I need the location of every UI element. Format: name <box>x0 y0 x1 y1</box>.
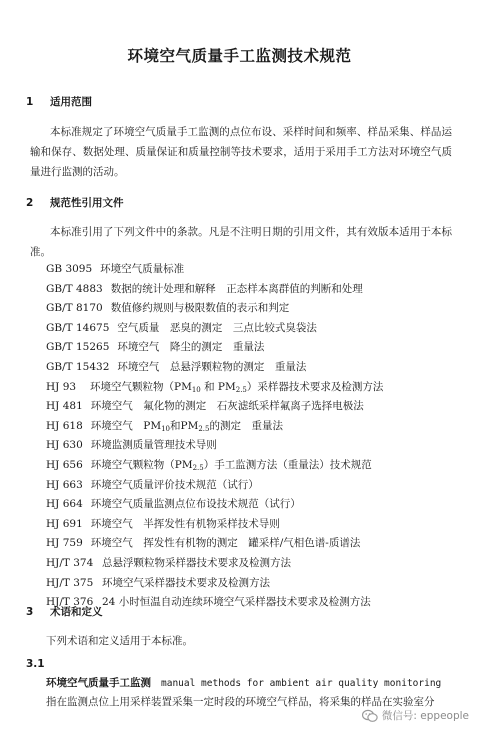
reference-title: 环境空气质量标准 <box>100 263 185 275</box>
reference-code: GB/T 8170 <box>46 302 103 315</box>
reference-code: HJ 759 <box>46 537 83 550</box>
wechat-icon <box>362 709 378 723</box>
reference-item <box>46 554 383 574</box>
reference-title: 环境空气采样器技术要求及检测方法 <box>102 576 270 589</box>
reference-title: 环境空气质量监测点位布设技术规范（试行） <box>90 498 301 511</box>
reference-item <box>46 378 383 398</box>
reference-code: HJ 630 <box>46 439 83 452</box>
reference-item <box>46 358 383 378</box>
reference-code: HJ/T 375 <box>46 576 94 589</box>
reference-title: 环境空气 氟化物的测定 石灰滤纸采样氟离子选择电极法 <box>90 400 364 413</box>
term-entry <box>46 675 441 690</box>
reference-item <box>46 260 383 280</box>
section-2-heading <box>26 195 124 210</box>
reference-item <box>46 436 383 456</box>
reference-code: GB/T 15432 <box>46 360 110 373</box>
section-2-text: 本标准引用了下列文件中的条款。凡是不注明日期的引用文件，其有效版本适用于本标准。 <box>30 226 452 258</box>
reference-code: GB 3095 <box>46 263 93 275</box>
section-1-number: 1 <box>26 96 34 108</box>
section-3-number: 3 <box>26 606 34 618</box>
reference-title: 环境空气颗粒物（$PM_{10}$ 和 $PM_{2.5}$）采样器技术要求及检测方法 <box>90 380 384 394</box>
reference-item <box>46 299 383 319</box>
term-chinese: 环境空气质量手工监测 <box>46 677 151 689</box>
section-2-title: 规范性引用文件 <box>50 197 124 209</box>
reference-code: HJ 618 <box>46 419 83 432</box>
reference-code: HJ/T 376 <box>46 596 94 609</box>
reference-code: HJ 481 <box>46 400 83 413</box>
reference-title: 环境空气质量评价技术规范（试行） <box>90 478 259 491</box>
reference-item <box>46 534 383 554</box>
reference-title: 环境空气 挥发性有机物的测定 罐采样/气相色谱-质谱法 <box>90 537 361 550</box>
document-title: 环境空气质量手工监测技术规范 <box>127 47 352 65</box>
reference-title: 总悬浮颗粒物采样器技术要求及检测方法 <box>102 556 291 569</box>
section-3-heading <box>26 604 103 619</box>
reference-list <box>46 260 383 613</box>
reference-item <box>46 456 383 476</box>
section-3-title: 术语和定义 <box>50 606 103 618</box>
section-1-text: 本标准规定了环境空气质量手工监测的点位布设、采样时间和频率、样品采集、样品运输和保存、数据处理、质量保证和质量控制等技术要求，适用于采用手工方法对环境空气质量进行监测的活动。 <box>30 126 452 178</box>
reference-title: 环境空气颗粒物$(PM_{2.5})$手工监测方法（重量法）技术规范 <box>90 458 372 472</box>
reference-code: HJ/T 374 <box>46 556 94 569</box>
reference-code: HJ 93 <box>46 380 77 393</box>
reference-item <box>46 280 383 300</box>
reference-title: 环境监测质量管理技术导则 <box>90 439 217 452</box>
reference-title: 24 小时恒温自动连续环境空气采样器技术要求及检测方法 <box>102 596 371 609</box>
reference-title: 环境空气 降尘的测定 重量法 <box>117 341 265 354</box>
reference-title: 数据的统计处理和解释 正态样本离群值的判断和处理 <box>110 282 363 295</box>
reference-title: 数值修约规则与极限数值的表示和判定 <box>110 302 290 315</box>
reference-code: HJ 664 <box>46 498 83 511</box>
reference-code: HJ 663 <box>46 478 83 491</box>
reference-item <box>46 495 383 515</box>
term-definition: 指在监测点位上用采样装置采集一定时段的环境空气样品，将采集的样品在实验室分 <box>46 696 435 708</box>
reference-item <box>46 515 383 535</box>
reference-item <box>46 338 383 358</box>
subsection-3-1-number: 3.1 <box>26 658 45 670</box>
reference-item <box>46 319 383 339</box>
reference-code: HJ 691 <box>46 517 83 530</box>
reference-title: 环境空气 总悬浮颗粒物的测定 重量法 <box>117 360 307 373</box>
reference-title: 环境空气 $PM_{10}$和$PM_{2.5}$的测定 重量法 <box>90 419 283 433</box>
reference-code: GB/T 4883 <box>46 282 103 295</box>
section-2-number: 2 <box>26 197 34 209</box>
reference-item <box>46 574 383 594</box>
section-3-text: 下列术语和定义适用于本标准。 <box>46 635 193 647</box>
reference-item <box>46 397 383 417</box>
reference-title: 环境空气 半挥发性有机物采样技术导则 <box>90 517 280 530</box>
reference-title: 空气质量 恶臭的测定 三点比较式臭袋法 <box>117 321 317 334</box>
reference-item <box>46 476 383 496</box>
term-english: manual methods for ambient air quality monitoring <box>161 678 442 689</box>
wechat-watermark <box>362 708 469 723</box>
section-1-title: 适用范围 <box>50 96 92 108</box>
reference-code: HJ 656 <box>46 458 83 471</box>
watermark-label: 微信号: eppeople <box>381 710 469 722</box>
reference-code: GB/T 15265 <box>46 341 110 354</box>
reference-item <box>46 417 383 437</box>
section-1-heading <box>26 94 92 109</box>
reference-code: GB/T 14675 <box>46 321 110 334</box>
